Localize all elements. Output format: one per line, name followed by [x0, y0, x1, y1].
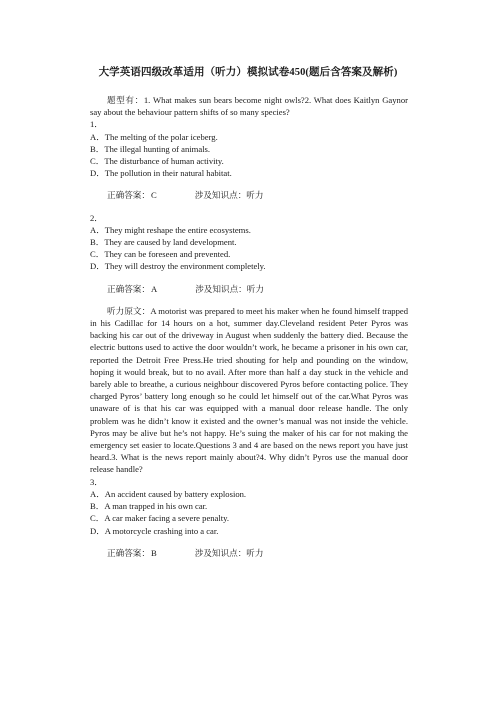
question-number: 2．: [90, 212, 103, 223]
intro-paragraph: 题型有：1. What makes sun bears become night owls?2. What does Kaitlyn Gaynor say about the behaviour pattern shifts of so many species?: [90, 95, 408, 118]
option-a: A．The melting of the polar iceberg.: [90, 131, 218, 142]
option-b: B．The illegal hunting of animals.: [90, 143, 211, 154]
answer-value: C: [150, 190, 157, 201]
document-body: [90, 94, 408, 559]
option-c: C．The disturbance of human activity.: [90, 156, 224, 167]
topic-label: 涉及知识点：听力: [195, 283, 264, 294]
answer-line: [90, 189, 408, 201]
question-number: 3．: [90, 476, 103, 487]
option-a: A．An accident caused by battery explosion.: [90, 488, 247, 499]
answer-label: 正确答案：: [107, 283, 150, 294]
answer-value: B: [150, 547, 157, 558]
option-b: B．They are caused by land development.: [90, 237, 237, 248]
option-c: C．They can be foreseen and prevented.: [90, 249, 231, 260]
question-block-1: [90, 118, 408, 211]
option-d: D．They will destroy the environment completely.: [90, 261, 266, 272]
answer-line: [90, 547, 408, 559]
question-block-3: [90, 476, 408, 559]
answer-value: A: [150, 283, 158, 294]
option-d: D．The pollution in their natural habitat.: [90, 168, 232, 179]
answer-line: [90, 283, 408, 295]
option-c: C．A car maker facing a severe penalty.: [90, 513, 230, 524]
topic-label: 涉及知识点：听力: [194, 547, 264, 558]
answer-label: 正确答案：: [107, 190, 150, 201]
option-d: D．A motorcycle crashing into a car.: [90, 525, 219, 536]
question-number: 1．: [90, 119, 103, 130]
answer-label: 正确答案：: [107, 547, 150, 558]
option-a: A．They might reshape the entire ecosystems.: [90, 224, 251, 235]
document-title: 大学英语四级改革适用（听力）模拟试卷450(题后含答案及解析): [98, 67, 398, 78]
option-b: B．A man trapped in his own car.: [90, 501, 208, 512]
question-block-2: [90, 212, 408, 305]
transcript-paragraph: 听力原文：A motorist was prepared to meet his maker when he found himself trapped in his Cadillac for 14 hours on a hot, summer day.Cleveland resident Peter Pyros was backing his car out of the driveway in August when suddenly the battery died. Because the electric buttons used to active the door wouldn’t work, he became a prisoner in his own car, reported the Detroit Free Press.He tried shouting for help and pounding on the window, hoping it would break, but to no avail. After more than half a day stuck in the vehicle and barely able to breathe, a curious neighbour discovered Pyros before contacting police. They charged Pyros’ battery long enough so he could let himself out of the car.What Pyros was unaware of is that his car was equipped with a manual door release handle. The only problem was he didn’t know it existed and the owner’s manual was not inside the vehicle. Pyros may be alive but he’s not happy. He’s suing the maker of his car for not making the emergency set easier to locate.Questions 3 and 4 are based on the news report you have just heard.3. What is the news report mainly about?4. Why didn’t Pyros use the manual door release handle?: [90, 305, 408, 475]
topic-label: 涉及知识点：听力: [194, 190, 264, 201]
